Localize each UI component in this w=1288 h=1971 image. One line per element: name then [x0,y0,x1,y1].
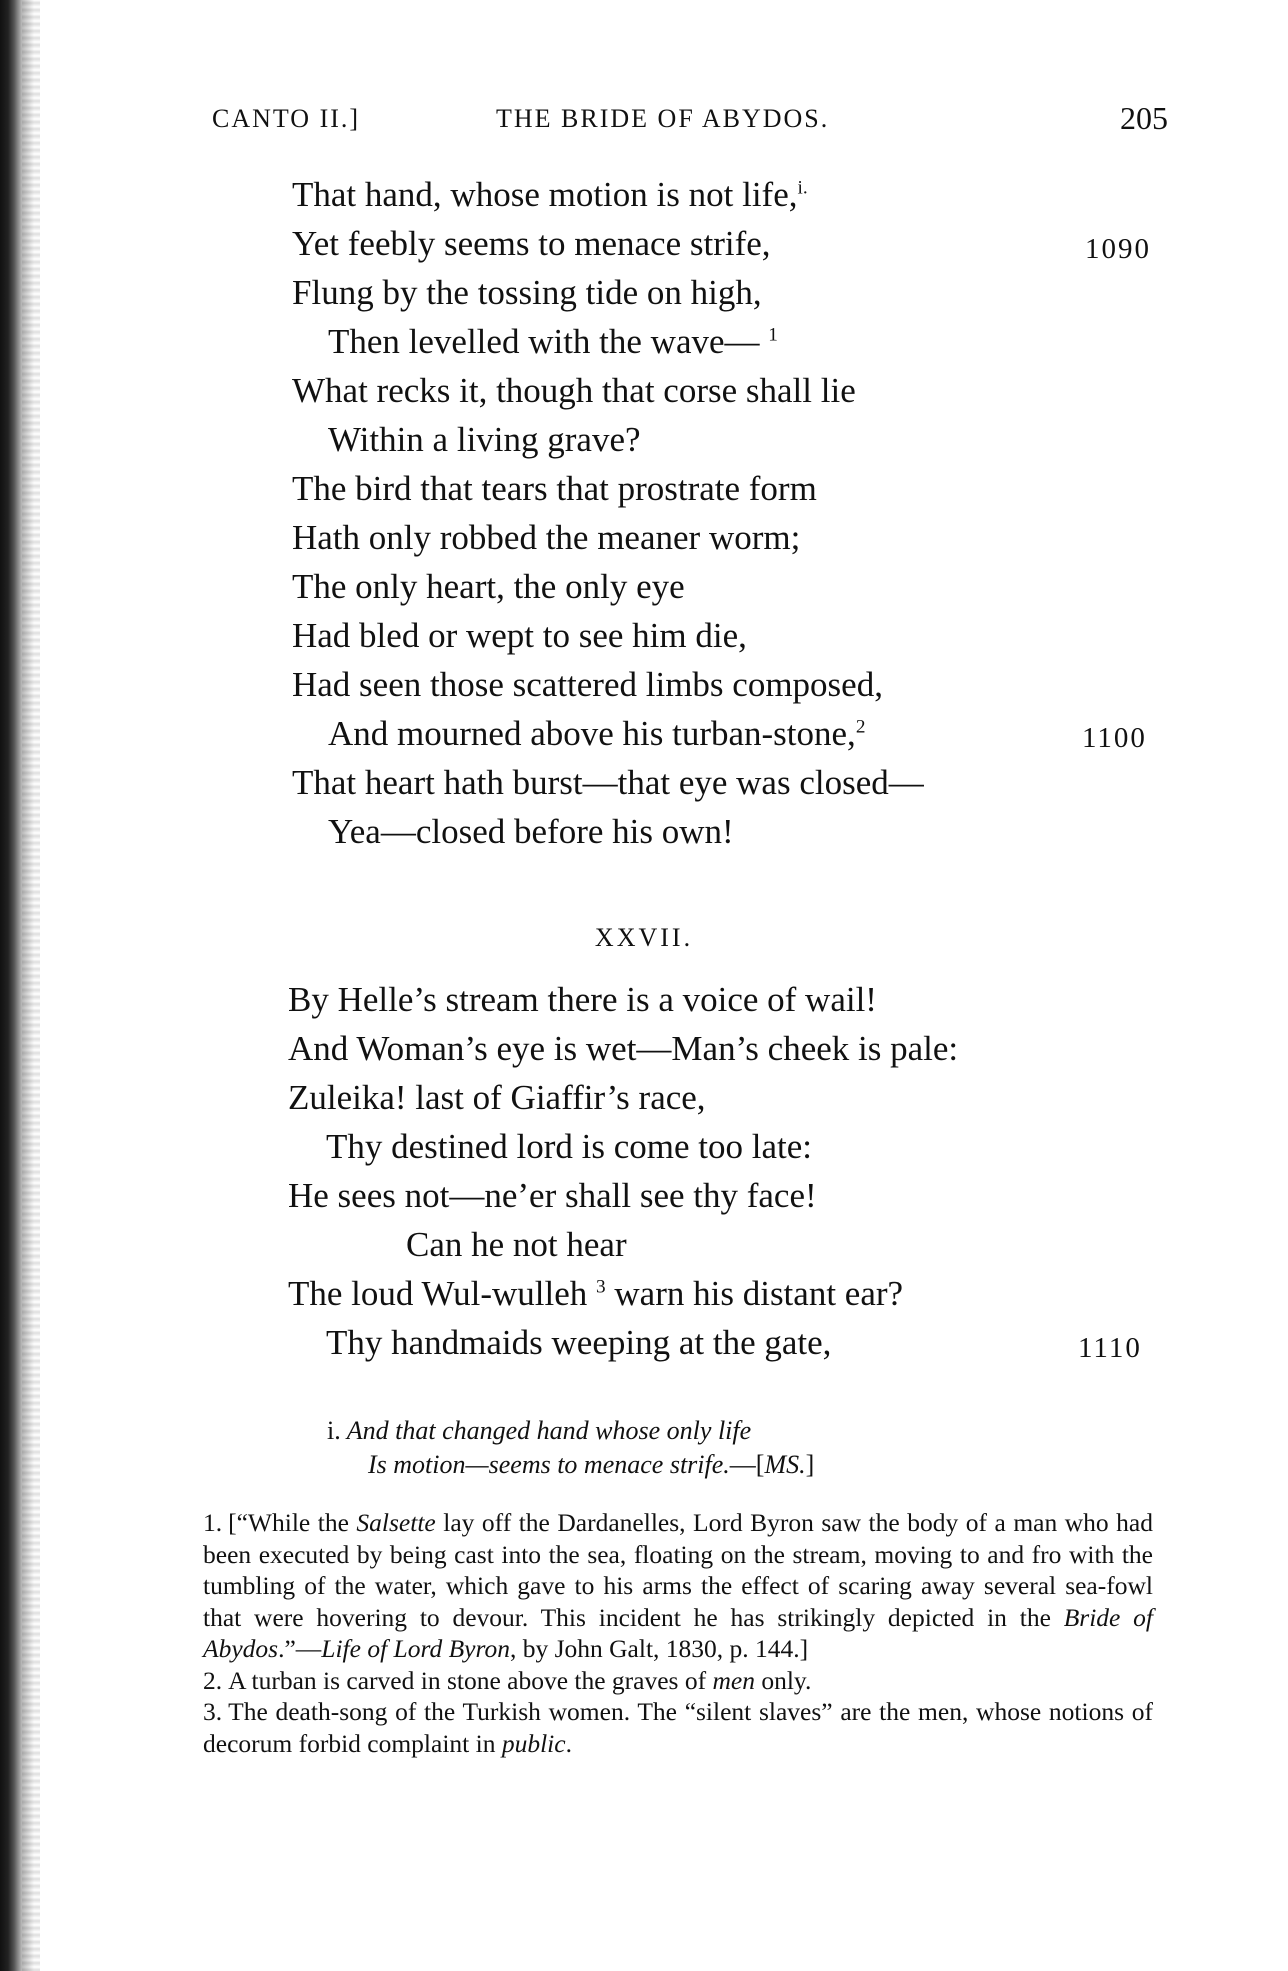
verse-line: The loud Wul-wulleh $^3$ warn his distant ear? [288,1274,904,1313]
running-head-canto: CANTO II.] [212,104,361,133]
verse-line: He sees not—ne’er shall see thy face! [288,1176,817,1215]
verse-line: Can he not hear [406,1225,627,1264]
variant-marker: i. [797,177,808,199]
footnote-2: 2. A turban is carved in stone above the graves of men only. [203,1665,812,1695]
verse-line: That heart hath burst—that eye was closed— [292,763,924,802]
verse-line: Thy destined lord is come too late: [326,1127,813,1166]
verse-line: And Woman’s eye is wet—Man’s cheek is pale: [288,1029,959,1068]
verse-line: Had seen those scattered limbs composed, [292,665,883,704]
variant-note-line-2: Is motion—seems to menace strife.—[MS.] [368,1450,815,1479]
footnotes [203,1507,1153,1759]
verse-line: By Helle’s stream there is a voice of wail! [288,980,877,1019]
verse-line: The only heart, the only eye [292,567,685,606]
verse-line: Yet feebly seems to menace strife, [292,224,771,263]
verse-line: Thy handmaids weeping at the gate, [326,1323,832,1362]
variant-note-label: i. [327,1416,341,1445]
line-number: 1090 [1085,233,1151,265]
running-head [212,100,1168,140]
line-number: 1100 [1082,722,1147,754]
verse-line: Within a living grave? [328,420,641,459]
footnote-3: 3. The death-song of the Turkish women. The “silent slaves” are the men, whose notions of decorum forbid complaint in public. [203,1697,1153,1758]
verse-line: The bird that tears that prostrate form [292,469,817,508]
book-spine-edge [22,0,40,1971]
footnote-marker: 3 [596,1276,606,1298]
verse-line: Had bled or wept to see him die, [292,616,747,655]
verse-line: Zuleika! last of Giaffir’s race, [288,1078,706,1117]
verse-line: What recks it, though that corse shall lie [292,371,856,410]
verse-line: Flung by the tossing tide on high, [292,273,762,312]
footnote-marker: 2 [855,716,866,738]
footnote-marker: 1 [768,324,778,346]
verse-line: And mourned above his turban-stone,$^2$ [328,714,866,753]
verse-line: Hath only robbed the meaner worm; [292,518,801,557]
page-number: 205 [1120,100,1168,136]
verse-line: Yea—closed before his own! [328,812,734,851]
line-number: 1110 [1078,1332,1142,1364]
verse-line: That hand, whose motion is not life,$^{i.}$ [292,175,808,214]
variant-note-line-1: i. And that changed hand whose only life [327,1416,752,1445]
running-head-title: THE BRIDE OF ABYDOS. [496,104,830,133]
verse-line: Then levelled with the wave— $^1$ [328,322,778,361]
footnote-1: 1. [“While the Salsette lay off the Dardanelles, Lord Byron saw the body of a man who had been executed by being cast into the sea, floating on the stream, moving to and fro with the tumbling of the water, which gave to his arms the effect of scaring away several sea-fowl that were hovering to devour. This incident he has strikingly depicted in the Bride of Abydos.”—Life of Lord Byron, by John Galt, 1830, p. 144.] [203,1508,1153,1663]
section-heading: XXVII. [594,923,694,952]
variant-note-source: MS. [764,1450,806,1479]
